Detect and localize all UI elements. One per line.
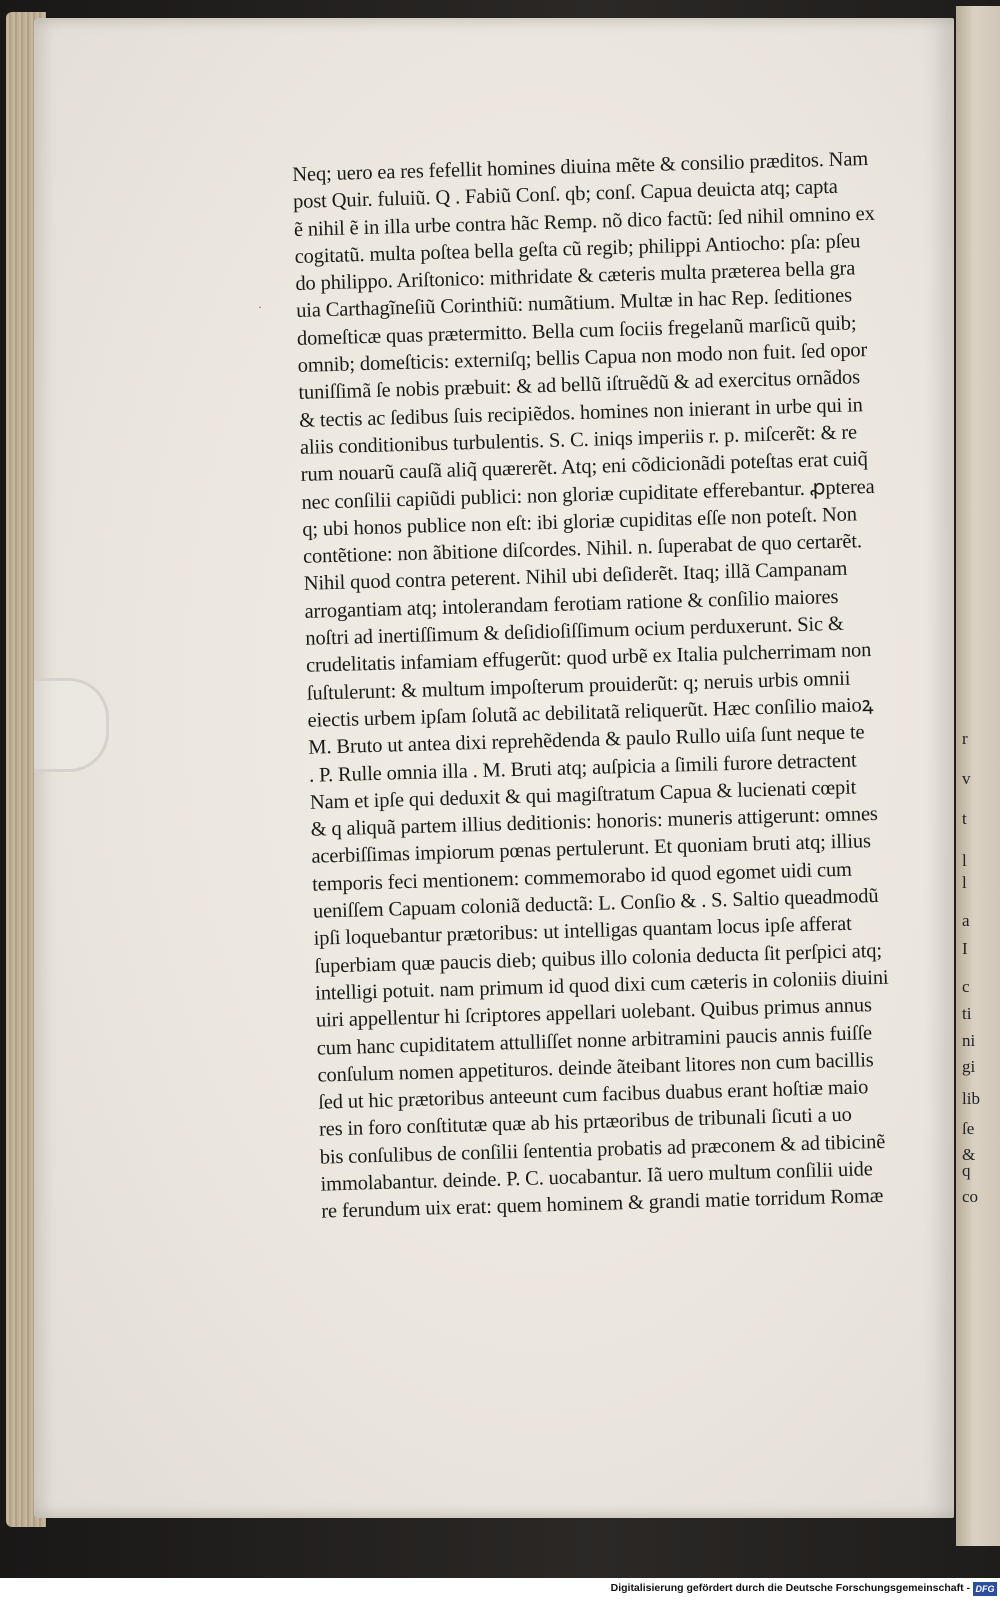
text-line: immolabantur. deinde. P. C. uocabantur. Iã uero multum conſilii uide <box>320 1158 873 1196</box>
text-line: uiri appellentur hi ſcriptores appellari uolebant. Quibus primus annus <box>315 994 873 1032</box>
text-line: temporis feci mentionem: commemorabo id quod egomet uidi cum <box>311 858 853 896</box>
facing-letter: ni <box>962 1031 976 1050</box>
facing-letter: gi <box>962 1057 976 1076</box>
text-line: ſuperbiam quæ paucis dieb; quibus illo colonia deducta ſit perſpici atq; <box>314 939 883 978</box>
page-clip <box>34 678 109 772</box>
facing-letter: l <box>962 851 967 870</box>
text-line: cogitatũ. multa poſtea bella geſta cũ regib; philippi Antiocho: pſa: pſeu <box>294 230 861 268</box>
dfg-logo: DFG <box>973 1582 997 1596</box>
text-line: eiectis urbem ipſam ſolutã ac debilitatã reliquerũt. Hæc conſilio maioꝝ <box>307 693 874 732</box>
text-line: noſtri ad inertiſſimum & deſidioſiſſimum ocium perduxerunt. Sic & <box>305 612 844 650</box>
facing-letter: c <box>962 977 970 996</box>
text-line: tuniſſimã ſe nobis præbuit: & ad bellũ iſtruẽdũ & ad exercitus ornãdos <box>298 366 861 405</box>
facing-letter: v <box>962 769 971 788</box>
facing-letter: ſe <box>962 1119 975 1138</box>
text-line: crudelitatis infamiam effugerũt: quod urbẽ ex Italia pulcherrimam non <box>305 639 872 678</box>
text-line: intelligi potuit. nam primum id quod dixi cum cæteris in coloniis diuini <box>314 966 889 1005</box>
facing-letter: l <box>962 873 967 892</box>
text-line: ueniſſem Capuam coloniã deductã: L. Conſio & . S. Saltio queadmodũ <box>312 884 879 923</box>
facing-letter: q <box>962 1161 971 1180</box>
text-line: post Quir. fuluiũ. Q . Fabiũ Conſ. qb; conſ. Capua deuicta atq; capta <box>292 176 838 214</box>
text-line: conſulum nomen appetituros. deinde ãteibant litores non cum bacillis <box>317 1048 874 1087</box>
text-line: domeſticæ quas prætermitto. Bella cum ſociis fregelanũ marſicũ quib; <box>296 312 857 350</box>
text-line: Nihil quod contra peterent. Nihil ubi deſiderẽt. Itaq; illã Campanam <box>303 558 848 596</box>
facing-letter: t <box>962 809 967 828</box>
facing-letter: lib <box>962 1089 980 1108</box>
text-line: ẽ nihil ẽ in illa urbe contra hãc Remp. nõ dico factũ: ſed nihil omnino ex <box>293 202 875 241</box>
text-line: M. Bruto ut antea dixi reprehẽdenda & paulo Rullo uiſa ſunt neque te <box>308 721 865 760</box>
text-line: Neq; uero ea res fefellit homines diuina mẽte & consilio præditos. Nam <box>292 147 869 186</box>
text-line: contẽtione: non ãbitione diſcordes. Nihil. n. ſuperabat de quo certarẽt. <box>302 530 863 568</box>
text-line: arrogantiam atq; intolerandam ferotiam ratione & conſilio maiores <box>304 585 839 623</box>
text-line: acerbiſſimas impiorum pœnas pertulerunt. Et quoniam bruti atq; illius <box>311 830 872 869</box>
footer-bar <box>0 1578 1000 1600</box>
facing-letter: I <box>962 939 968 958</box>
text-line: res in foro conſtitutæ quæ ab his prtæoribus de tribunali ſicuti a uo <box>318 1104 852 1142</box>
text-line: ipſi loquebantur prætoribus: ut intelligas quantam locus ipſe afferat <box>313 912 852 951</box>
text-line: aliis conditionibus turbulentis. S. C. iniqs imperiis r. p. miſcerẽt: & re <box>299 421 858 459</box>
text-line: Nam et ipſe qui deduxit & qui magiſtratum Capua & lucienati cœpit <box>309 776 857 814</box>
text-line: cum hanc cupiditatem attulliſſet nonne arbitramini paucis annis fuiſſe <box>316 1021 873 1060</box>
text-line: rum nouarũ cauſã aliq̃ quærerẽt. Atq; eni cõdicionãdi poteſtas erat cuiq̃ <box>300 448 868 487</box>
text-line: q; ubi honos publice non eſt: ibi gloriæ cupiditas eſſe non poteſt. Non <box>301 503 858 541</box>
text-line: omnib; domeſticis: externiſq; bellis Capua non modo non fuit. ſed opor <box>297 339 868 377</box>
facing-letter: ti <box>962 1004 972 1023</box>
text-line: uia Carthagĩneſiũ Corinthiũ: numãtium. Multæ in hac Rep. ſeditiones <box>295 284 853 323</box>
text-line: do philippo. Ariſtonico: mithridate & cæteris multa præterea bella gra <box>295 257 856 296</box>
text-line: re ferundum uix erat: quem hominem & grandi matie torridum Romæ <box>321 1185 884 1223</box>
facing-letter: co <box>962 1187 979 1206</box>
text-line: nec conſilii capiũdi publici: non gloriæ cupiditate efferebantur. ꝓpterea <box>301 475 875 514</box>
text-line: & tectis ac ſedibus ſuis recipiẽdos. homines non inierant in urbe qui in <box>298 393 863 432</box>
facing-letter: & <box>962 1145 976 1164</box>
footer-credit: Digitalisierung gefördert durch die Deutsche Forschungsgemeinschaft - <box>610 1582 970 1594</box>
margin-mark: · <box>258 300 262 314</box>
text-line: ſuſtulerunt: & multum impoſterum prouiderũt: q; neruis urbis omnii <box>306 667 851 705</box>
printed-text-block <box>292 145 931 1226</box>
facing-letter: a <box>962 911 970 930</box>
text-line: ſed ut hic prætoribus anteeunt cum facibus duabus erant hoſtiæ maio <box>317 1076 869 1114</box>
text-line: bis conſulibus de conſilii ſententia probatis ad præconem & ad tibicinẽ <box>319 1130 886 1169</box>
facing-letter: r <box>962 729 968 748</box>
text-line: & q aliquã partem illius deditionis: honoris: muneris attigerunt: omnes <box>310 803 879 841</box>
text-line: . P. Rulle omnia illa . M. Bruti atq; auſpicia a ſimili furore detractent <box>308 749 857 787</box>
